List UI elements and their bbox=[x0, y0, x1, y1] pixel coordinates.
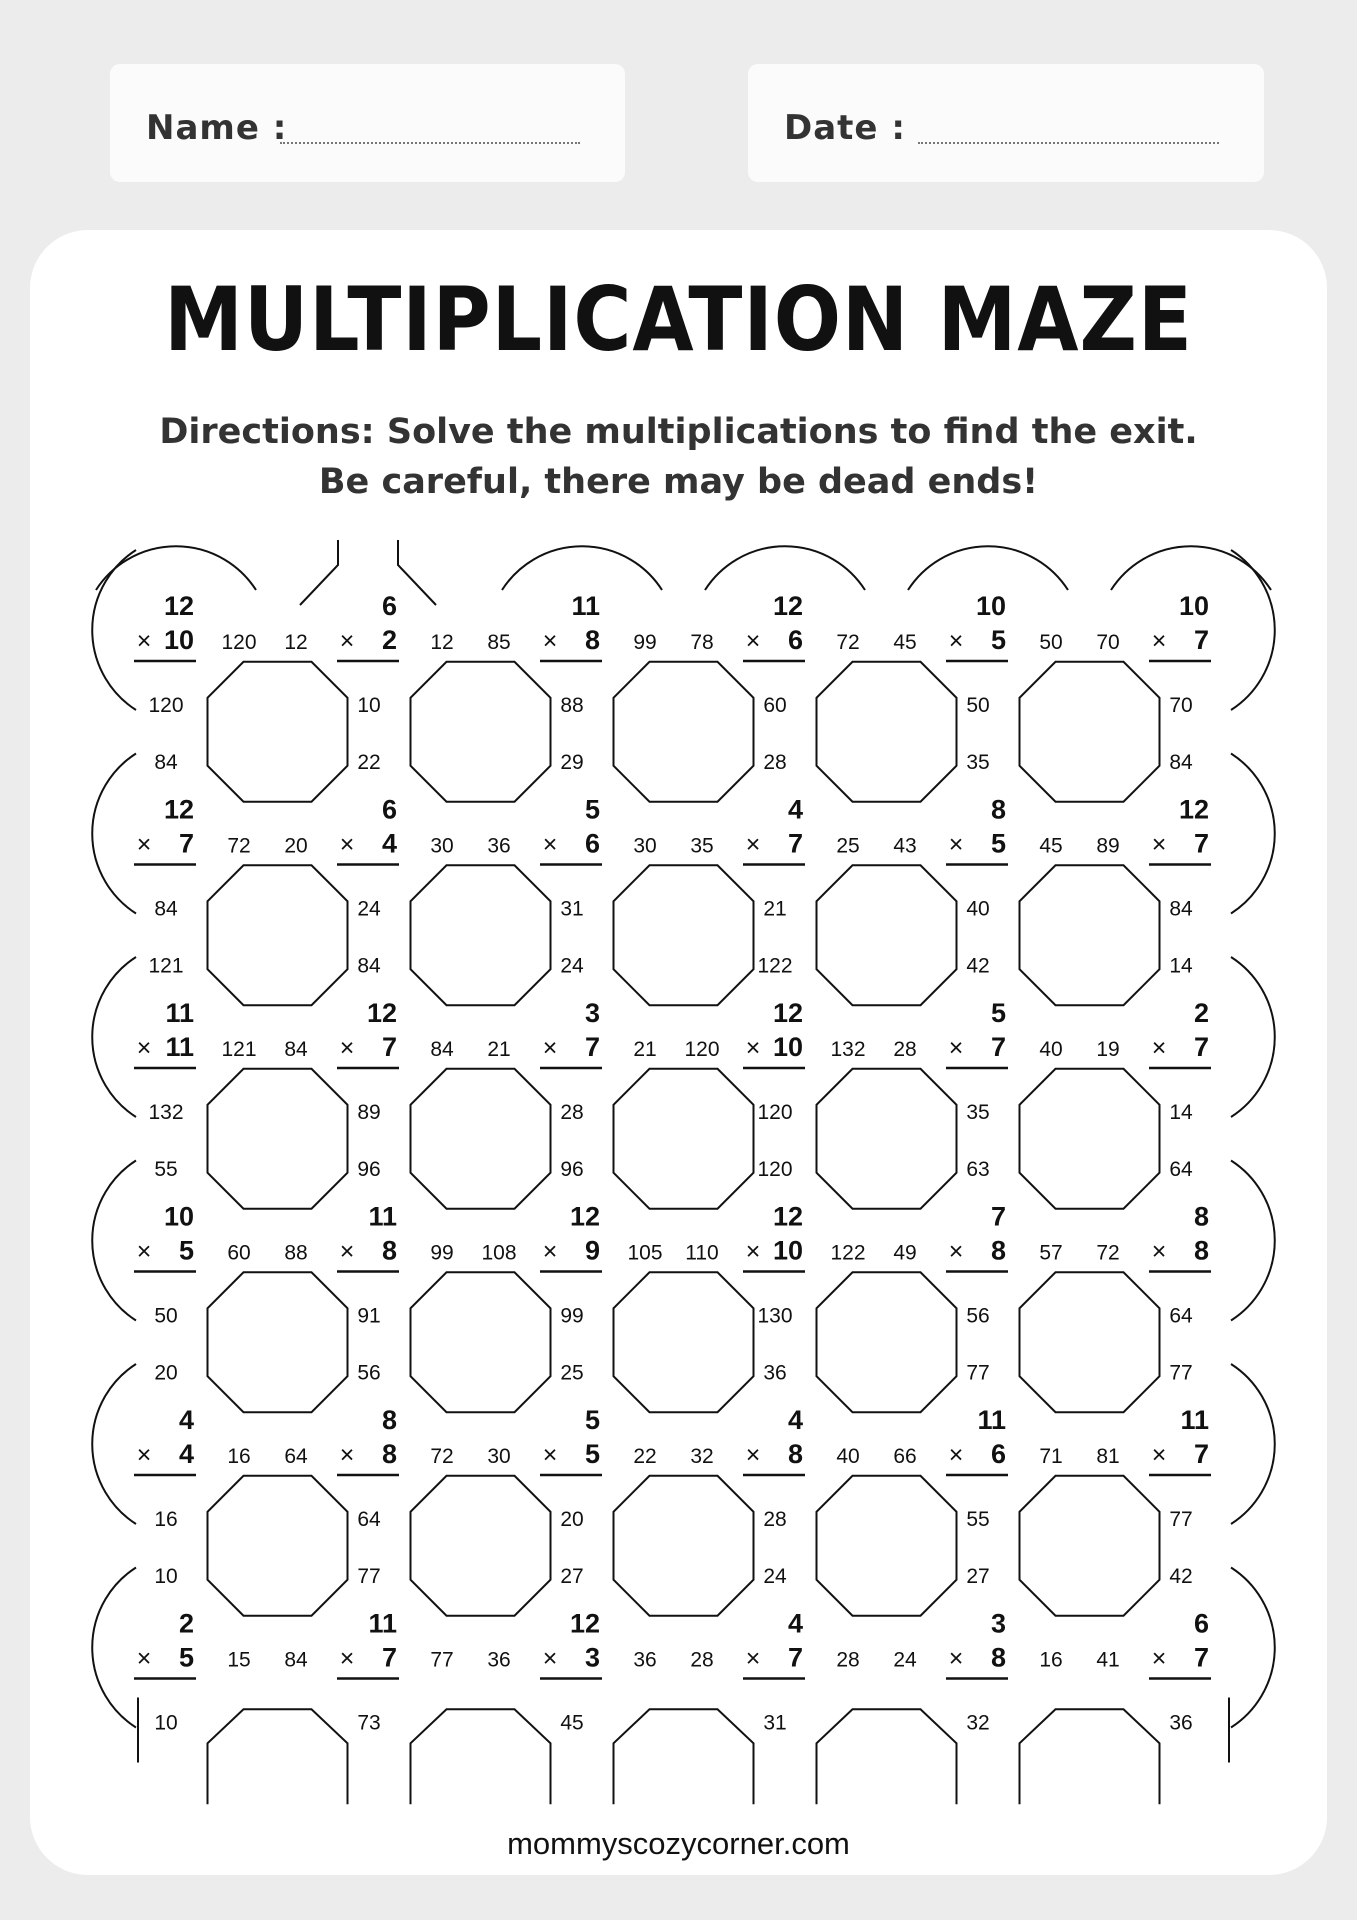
factor-bottom: 7 bbox=[1193, 828, 1209, 859]
factor-top: 4 bbox=[178, 1405, 194, 1435]
path-answer: 132 bbox=[148, 1101, 184, 1124]
times-sign: × bbox=[948, 1237, 964, 1266]
factor-bottom: 11 bbox=[165, 1032, 194, 1062]
path-answer: 15 bbox=[227, 1648, 251, 1672]
factor-bottom: 8 bbox=[990, 1235, 1006, 1266]
times-sign: × bbox=[1151, 1441, 1167, 1469]
factor-bottom: 8 bbox=[1193, 1235, 1209, 1266]
path-answer: 42 bbox=[1169, 1565, 1193, 1588]
path-answer: 84 bbox=[154, 751, 178, 774]
factor-bottom: 6 bbox=[584, 828, 600, 859]
maze-wall bbox=[502, 546, 662, 590]
path-answer: 10 bbox=[154, 1565, 178, 1588]
factor-top: 5 bbox=[584, 794, 600, 825]
path-answer: 50 bbox=[966, 694, 990, 717]
path-answer: 55 bbox=[966, 1508, 990, 1531]
maze-block bbox=[817, 662, 957, 802]
factor-bottom: 7 bbox=[1193, 1032, 1209, 1062]
path-answer: 45 bbox=[893, 631, 917, 654]
path-answer: 24 bbox=[893, 1648, 917, 1672]
path-answer: 16 bbox=[227, 1445, 251, 1468]
factor-bottom: 5 bbox=[990, 625, 1006, 655]
path-answer: 55 bbox=[154, 1158, 178, 1181]
path-answer: 22 bbox=[633, 1445, 657, 1468]
factor-bottom: 6 bbox=[787, 625, 803, 655]
path-answer: 120 bbox=[148, 694, 184, 717]
path-answer: 120 bbox=[757, 1158, 793, 1181]
maze-block bbox=[817, 1069, 957, 1209]
name-label: Name : bbox=[146, 108, 288, 148]
times-sign: × bbox=[745, 1034, 761, 1062]
factor-top: 12 bbox=[163, 794, 194, 825]
maze-block bbox=[208, 1709, 348, 1804]
path-answer: 12 bbox=[430, 631, 454, 654]
maze-block bbox=[1020, 865, 1160, 1005]
maze-block bbox=[1020, 662, 1160, 802]
factor-bottom: 8 bbox=[787, 1439, 803, 1469]
maze-entrance-wall bbox=[300, 540, 338, 605]
factor-bottom: 7 bbox=[178, 828, 194, 859]
times-sign: × bbox=[542, 1237, 558, 1266]
times-sign: × bbox=[745, 627, 761, 655]
factor-top: 11 bbox=[368, 1608, 397, 1639]
path-answer: 84 bbox=[1169, 897, 1193, 921]
factor-top: 6 bbox=[381, 794, 397, 825]
maze-block bbox=[208, 1272, 348, 1412]
maze-wall bbox=[1231, 550, 1275, 710]
maze-wall bbox=[96, 546, 256, 590]
maze-block bbox=[411, 1476, 551, 1616]
factor-bottom: 7 bbox=[381, 1032, 397, 1062]
factor-top: 12 bbox=[569, 1201, 600, 1232]
path-answer: 99 bbox=[633, 631, 657, 654]
times-sign: × bbox=[339, 1644, 355, 1673]
path-answer: 25 bbox=[836, 834, 860, 858]
path-answer: 24 bbox=[357, 897, 381, 921]
factor-top: 6 bbox=[381, 591, 397, 621]
maze-wall bbox=[1111, 546, 1271, 590]
path-answer: 84 bbox=[430, 1038, 454, 1061]
times-sign: × bbox=[745, 1441, 761, 1469]
times-sign: × bbox=[948, 1644, 964, 1673]
path-answer: 120 bbox=[221, 631, 257, 654]
times-sign: × bbox=[1151, 1644, 1167, 1673]
factor-bottom: 9 bbox=[584, 1235, 600, 1266]
path-answer: 12 bbox=[284, 631, 308, 654]
path-answer: 28 bbox=[560, 1101, 584, 1124]
path-answer: 21 bbox=[487, 1038, 511, 1061]
path-answer: 36 bbox=[1169, 1711, 1193, 1735]
maze-walls bbox=[92, 540, 1275, 1804]
factor-bottom: 5 bbox=[584, 1439, 600, 1469]
times-sign: × bbox=[948, 627, 964, 655]
path-answer: 20 bbox=[154, 1361, 178, 1385]
path-answer: 122 bbox=[757, 954, 793, 978]
path-answer: 77 bbox=[1169, 1361, 1193, 1385]
path-answer: 14 bbox=[1169, 1101, 1193, 1124]
path-answer: 77 bbox=[1169, 1508, 1193, 1531]
path-answer: 66 bbox=[893, 1445, 917, 1468]
factor-top: 12 bbox=[366, 998, 397, 1028]
maze-wall bbox=[1231, 754, 1275, 914]
factor-top: 12 bbox=[772, 1201, 803, 1232]
times-sign: × bbox=[136, 1237, 152, 1266]
path-answer: 91 bbox=[357, 1304, 381, 1328]
maze-block bbox=[208, 1069, 348, 1209]
factor-bottom: 10 bbox=[163, 625, 194, 655]
path-answer: 81 bbox=[1096, 1445, 1120, 1468]
maze-wall bbox=[1231, 1161, 1275, 1321]
path-answer: 63 bbox=[966, 1158, 990, 1181]
path-answer: 70 bbox=[1169, 694, 1193, 717]
path-answer: 84 bbox=[284, 1648, 308, 1672]
path-answer: 35 bbox=[966, 751, 990, 774]
factor-top: 4 bbox=[787, 794, 803, 825]
path-answer: 120 bbox=[684, 1038, 720, 1061]
footer-website: mommyscozycorner.com bbox=[507, 1826, 850, 1861]
factor-bottom: 8 bbox=[990, 1642, 1006, 1673]
maze-block bbox=[1020, 1272, 1160, 1412]
factor-bottom: 7 bbox=[787, 828, 803, 859]
maze-block bbox=[411, 865, 551, 1005]
times-sign: × bbox=[542, 830, 558, 859]
path-answer: 77 bbox=[966, 1361, 990, 1385]
path-answer: 28 bbox=[763, 751, 787, 774]
path-answer: 25 bbox=[560, 1361, 584, 1385]
path-answer: 64 bbox=[357, 1508, 381, 1531]
factor-top: 2 bbox=[178, 1608, 194, 1639]
path-answer: 96 bbox=[357, 1158, 381, 1181]
path-answer: 99 bbox=[560, 1304, 584, 1328]
path-answer: 41 bbox=[1096, 1648, 1120, 1672]
path-answer: 70 bbox=[1096, 631, 1120, 654]
maze-block bbox=[1020, 1069, 1160, 1209]
times-sign: × bbox=[948, 830, 964, 859]
path-answer: 96 bbox=[560, 1158, 584, 1181]
path-answer: 72 bbox=[836, 631, 860, 654]
factor-top: 7 bbox=[990, 1201, 1006, 1232]
path-answer: 50 bbox=[154, 1304, 178, 1328]
factor-bottom: 8 bbox=[584, 625, 600, 655]
path-answer: 19 bbox=[1096, 1038, 1120, 1061]
factor-top: 5 bbox=[584, 1405, 600, 1435]
path-answer: 32 bbox=[690, 1445, 714, 1468]
maze-block bbox=[1020, 1476, 1160, 1616]
path-answer: 28 bbox=[763, 1508, 787, 1531]
factor-top: 10 bbox=[163, 1201, 194, 1232]
path-answer: 14 bbox=[1169, 954, 1193, 978]
factor-top: 11 bbox=[368, 1201, 397, 1232]
factor-top: 8 bbox=[381, 1405, 397, 1435]
factor-bottom: 7 bbox=[381, 1642, 397, 1673]
path-answer: 21 bbox=[633, 1038, 657, 1061]
times-sign: × bbox=[1151, 1034, 1167, 1062]
maze-block bbox=[614, 1069, 754, 1209]
path-answer: 45 bbox=[560, 1711, 584, 1735]
path-answer: 22 bbox=[357, 751, 381, 774]
path-answer: 40 bbox=[966, 897, 990, 921]
path-answer: 56 bbox=[357, 1361, 381, 1385]
times-sign: × bbox=[1151, 1237, 1167, 1266]
path-answer: 110 bbox=[685, 1241, 719, 1265]
maze-block bbox=[614, 1709, 754, 1804]
path-answer: 132 bbox=[830, 1038, 866, 1061]
path-answer: 72 bbox=[1096, 1241, 1120, 1265]
path-answer: 40 bbox=[836, 1445, 860, 1468]
times-sign: × bbox=[948, 1034, 964, 1062]
path-answer: 28 bbox=[836, 1648, 860, 1672]
factor-bottom: 5 bbox=[178, 1235, 194, 1266]
maze-block bbox=[208, 1476, 348, 1616]
path-answer: 30 bbox=[430, 834, 454, 858]
path-answer: 71 bbox=[1039, 1445, 1063, 1468]
times-sign: × bbox=[339, 1237, 355, 1266]
path-answer: 29 bbox=[560, 751, 584, 774]
times-sign: × bbox=[745, 1237, 761, 1266]
factor-bottom: 5 bbox=[990, 828, 1006, 859]
factor-bottom: 5 bbox=[178, 1642, 194, 1673]
path-answer: 121 bbox=[221, 1038, 257, 1061]
times-sign: × bbox=[339, 1441, 355, 1469]
factor-top: 10 bbox=[975, 591, 1006, 621]
path-answer: 36 bbox=[633, 1648, 657, 1672]
times-sign: × bbox=[339, 1034, 355, 1062]
path-answer: 78 bbox=[690, 631, 714, 654]
factor-bottom: 4 bbox=[178, 1439, 194, 1469]
factor-bottom: 7 bbox=[990, 1032, 1006, 1062]
path-answer: 64 bbox=[284, 1445, 308, 1468]
path-answer: 84 bbox=[284, 1038, 308, 1061]
path-answer: 24 bbox=[763, 1565, 787, 1588]
factor-bottom: 10 bbox=[772, 1032, 803, 1062]
path-answer: 120 bbox=[757, 1101, 793, 1124]
maze-block bbox=[614, 1476, 754, 1616]
times-sign: × bbox=[136, 1441, 152, 1469]
times-sign: × bbox=[1151, 627, 1167, 655]
path-answer: 20 bbox=[560, 1508, 584, 1531]
path-answer: 84 bbox=[357, 954, 381, 978]
page-title: MULTIPLICATION MAZE bbox=[164, 268, 1193, 371]
path-answer: 105 bbox=[627, 1241, 663, 1265]
maze-wall bbox=[92, 754, 136, 914]
factor-top: 12 bbox=[772, 998, 803, 1028]
path-answer: 73 bbox=[357, 1711, 381, 1735]
factor-top: 12 bbox=[163, 591, 194, 621]
path-answer: 40 bbox=[1039, 1038, 1063, 1061]
path-answer: 28 bbox=[893, 1038, 917, 1061]
factor-bottom: 7 bbox=[584, 1032, 600, 1062]
maze-block bbox=[411, 662, 551, 802]
factor-top: 8 bbox=[990, 794, 1006, 825]
path-answer: 56 bbox=[966, 1304, 990, 1328]
maze-block bbox=[614, 865, 754, 1005]
maze-block bbox=[614, 1272, 754, 1412]
maze-block bbox=[817, 1709, 957, 1804]
times-sign: × bbox=[136, 830, 152, 859]
times-sign: × bbox=[339, 627, 355, 655]
maze-wall bbox=[92, 957, 136, 1117]
path-answer: 89 bbox=[1096, 834, 1120, 858]
path-answer: 60 bbox=[227, 1241, 251, 1265]
factor-bottom: 7 bbox=[1193, 625, 1209, 655]
path-answer: 36 bbox=[487, 1648, 511, 1672]
times-sign: × bbox=[136, 627, 152, 655]
maze-block bbox=[411, 1709, 551, 1804]
path-answer: 50 bbox=[1039, 631, 1063, 654]
path-answer: 130 bbox=[757, 1304, 793, 1328]
path-answer: 36 bbox=[487, 834, 511, 858]
factor-bottom: 8 bbox=[381, 1439, 397, 1469]
path-answer: 64 bbox=[1169, 1158, 1193, 1181]
factor-top: 4 bbox=[787, 1405, 803, 1435]
path-answer: 77 bbox=[357, 1565, 381, 1588]
path-answer: 84 bbox=[154, 897, 178, 921]
maze-block bbox=[614, 662, 754, 802]
factor-top: 11 bbox=[165, 998, 194, 1028]
path-answer: 88 bbox=[560, 694, 584, 717]
path-answer: 16 bbox=[1039, 1648, 1063, 1672]
path-answer: 42 bbox=[966, 954, 990, 978]
factor-bottom: 2 bbox=[381, 625, 397, 655]
path-answer: 10 bbox=[357, 694, 381, 717]
path-answer: 121 bbox=[148, 954, 184, 978]
times-sign: × bbox=[542, 1034, 558, 1062]
path-answer: 35 bbox=[690, 834, 714, 858]
directions-text: Directions: Solve the multiplications to find the exit. Be careful, there may be dead ends! bbox=[159, 412, 1198, 502]
date-label: Date : bbox=[784, 108, 906, 148]
path-answer: 16 bbox=[154, 1508, 178, 1531]
path-answer: 122 bbox=[830, 1241, 866, 1265]
maze-entrance-wall bbox=[398, 540, 436, 605]
maze-block bbox=[411, 1069, 551, 1209]
factor-top: 12 bbox=[772, 591, 803, 621]
times-sign: × bbox=[745, 1644, 761, 1673]
path-answer: 31 bbox=[763, 1711, 787, 1735]
times-sign: × bbox=[1151, 830, 1167, 859]
path-answer: 45 bbox=[1039, 834, 1063, 858]
maze-wall bbox=[92, 1364, 136, 1524]
factor-top: 4 bbox=[787, 1608, 803, 1639]
path-answer: 21 bbox=[763, 897, 787, 921]
maze-block bbox=[817, 865, 957, 1005]
factor-top: 8 bbox=[1193, 1201, 1209, 1232]
maze-wall bbox=[92, 1568, 136, 1728]
path-answer: 77 bbox=[430, 1648, 454, 1672]
path-answer: 27 bbox=[966, 1565, 990, 1588]
path-answer: 64 bbox=[1169, 1304, 1193, 1328]
path-answer: 43 bbox=[893, 834, 917, 858]
factor-bottom: 8 bbox=[381, 1235, 397, 1266]
maze-block bbox=[817, 1476, 957, 1616]
path-answer: 99 bbox=[430, 1241, 454, 1265]
factor-top: 11 bbox=[977, 1405, 1006, 1435]
path-answer: 30 bbox=[487, 1445, 511, 1468]
times-sign: × bbox=[136, 1644, 152, 1673]
path-answer: 36 bbox=[763, 1361, 787, 1385]
path-answer: 72 bbox=[430, 1445, 454, 1468]
path-answer: 20 bbox=[284, 834, 308, 858]
path-answer: 108 bbox=[481, 1241, 517, 1265]
factor-top: 2 bbox=[1193, 998, 1209, 1028]
path-answer: 32 bbox=[966, 1711, 990, 1735]
path-answer: 27 bbox=[560, 1565, 584, 1588]
path-answer: 30 bbox=[633, 834, 657, 858]
maze-block bbox=[208, 865, 348, 1005]
maze-wall bbox=[92, 1161, 136, 1321]
path-answer: 24 bbox=[560, 954, 584, 978]
maze-block bbox=[411, 1272, 551, 1412]
factor-top: 3 bbox=[990, 1608, 1006, 1639]
maze-block bbox=[208, 662, 348, 802]
maze-block bbox=[1020, 1709, 1160, 1804]
times-sign: × bbox=[542, 1644, 558, 1673]
maze-wall bbox=[705, 546, 865, 590]
path-answer: 57 bbox=[1039, 1241, 1063, 1265]
path-answer: 85 bbox=[487, 631, 511, 654]
times-sign: × bbox=[542, 627, 558, 655]
factor-bottom: 3 bbox=[584, 1642, 600, 1673]
times-sign: × bbox=[948, 1441, 964, 1469]
factor-bottom: 7 bbox=[787, 1642, 803, 1673]
factor-bottom: 7 bbox=[1193, 1642, 1209, 1673]
times-sign: × bbox=[339, 830, 355, 859]
path-answer: 60 bbox=[763, 694, 787, 717]
maze-block bbox=[817, 1272, 957, 1412]
factor-bottom: 6 bbox=[990, 1439, 1006, 1469]
factor-top: 11 bbox=[1180, 1405, 1209, 1435]
path-answer: 49 bbox=[893, 1241, 917, 1265]
path-answer: 35 bbox=[966, 1101, 990, 1124]
factor-top: 12 bbox=[1178, 794, 1209, 825]
times-sign: × bbox=[542, 1441, 558, 1469]
path-answer: 10 bbox=[154, 1711, 178, 1735]
maze-wall bbox=[1231, 1364, 1275, 1524]
factor-top: 6 bbox=[1193, 1608, 1209, 1639]
path-answer: 31 bbox=[560, 897, 584, 921]
factor-top: 3 bbox=[584, 998, 600, 1028]
path-answer: 84 bbox=[1169, 751, 1193, 774]
maze-wall bbox=[92, 550, 136, 710]
maze-wall bbox=[1231, 957, 1275, 1117]
factor-bottom: 10 bbox=[772, 1235, 803, 1266]
times-sign: × bbox=[136, 1034, 152, 1062]
path-answer: 88 bbox=[284, 1241, 308, 1265]
path-answer: 28 bbox=[690, 1648, 714, 1672]
path-answer: 89 bbox=[357, 1101, 381, 1124]
maze-wall bbox=[908, 546, 1068, 590]
maze-wall bbox=[1231, 1568, 1275, 1728]
factor-top: 11 bbox=[571, 591, 600, 621]
factor-bottom: 4 bbox=[381, 828, 397, 859]
factor-top: 10 bbox=[1178, 591, 1209, 621]
path-answer: 72 bbox=[227, 834, 251, 858]
times-sign: × bbox=[745, 830, 761, 859]
factor-top: 12 bbox=[569, 1608, 600, 1639]
factor-top: 5 bbox=[990, 998, 1006, 1028]
factor-bottom: 7 bbox=[1193, 1439, 1209, 1469]
